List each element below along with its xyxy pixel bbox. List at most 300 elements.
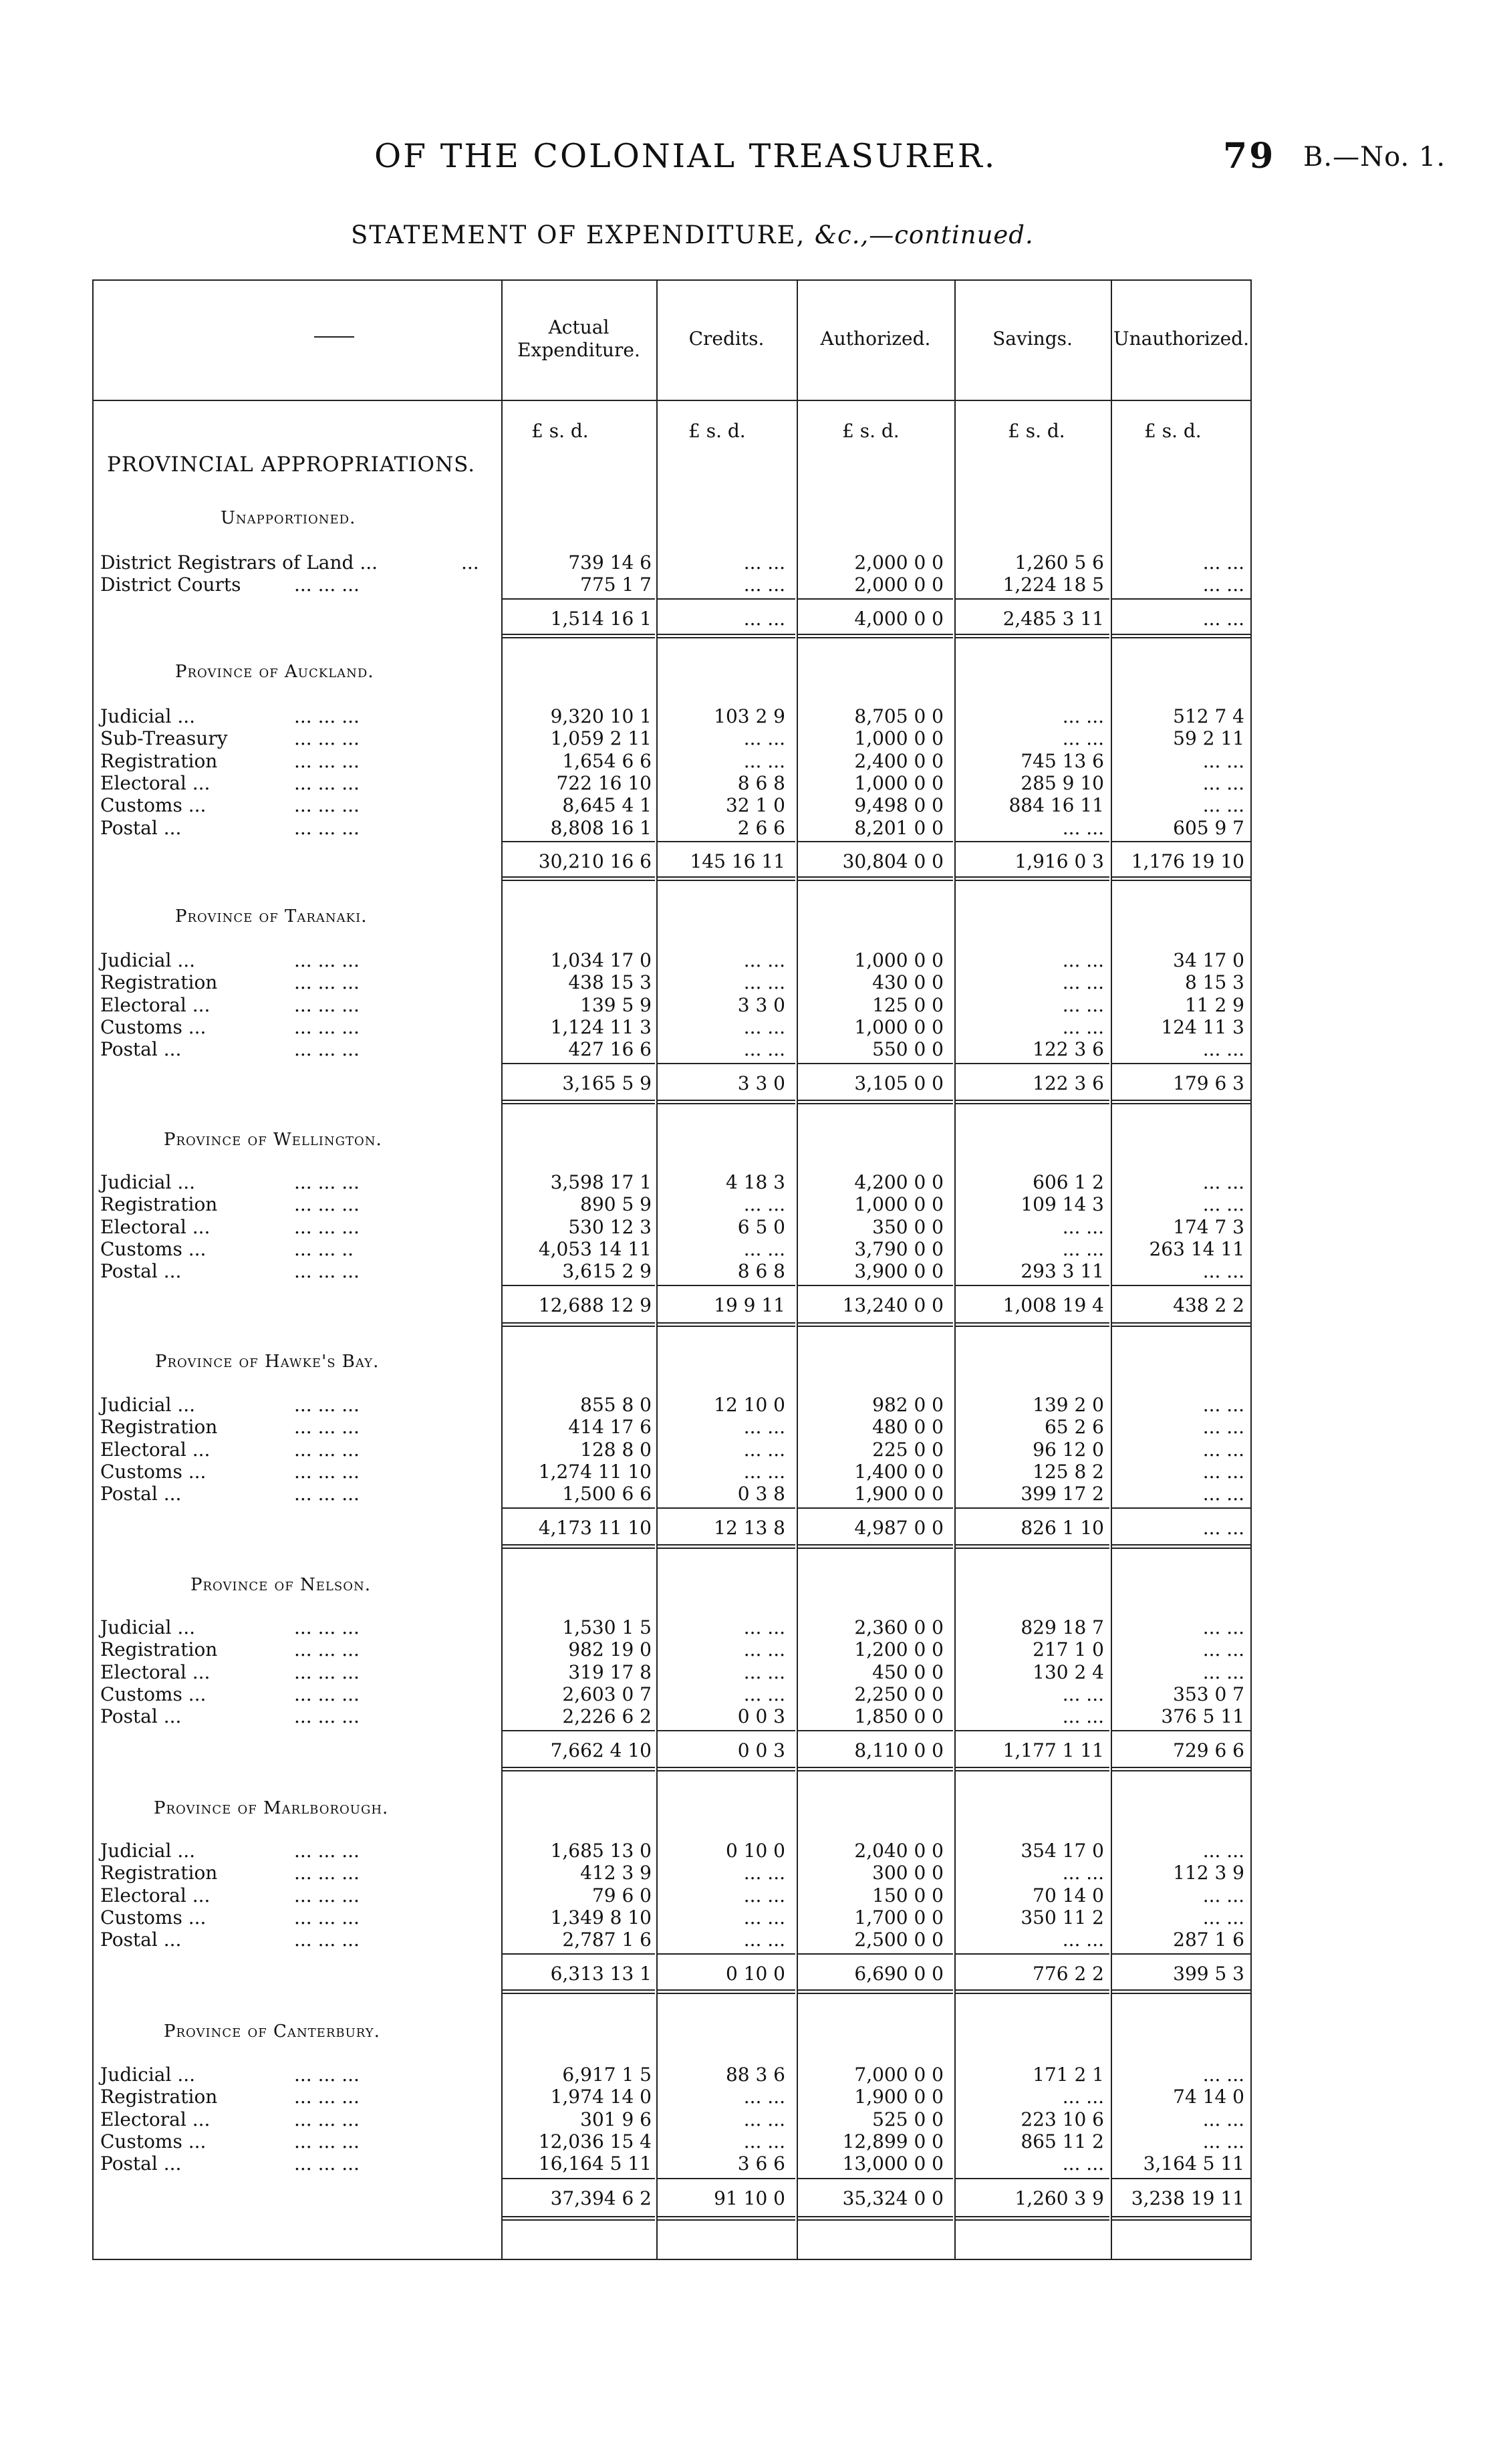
units-unauthorized: £ s. d. — [1144, 420, 1202, 442]
subtotal-rule — [658, 1285, 795, 1286]
cell-credits: ... ... — [743, 1438, 785, 1461]
cell-authorized: 8,705 0 0 — [854, 705, 944, 727]
subtotal-rule — [658, 1730, 795, 1731]
subtotal-rule — [658, 1507, 795, 1509]
cell-actual: 775 1 7 — [580, 574, 652, 596]
cell-savings: 96 12 0 — [1033, 1438, 1104, 1461]
statement-subtitle — [351, 221, 1034, 249]
section-double-rule — [1112, 634, 1250, 638]
cell-actual: 1,034 17 0 — [550, 949, 652, 971]
cell-actual: 1,059 2 11 — [550, 727, 652, 750]
total-credits: 145 16 11 — [690, 850, 785, 872]
col-header-actual: Actual Expenditure. — [517, 316, 640, 361]
row-label: Electoral ... — [100, 1660, 211, 1683]
row-label: Customs ... — [100, 1683, 207, 1705]
cell-actual: 414 17 6 — [568, 1416, 652, 1439]
cell-credits: 3 3 0 — [737, 993, 785, 1016]
cell-authorized: 2,400 0 0 — [854, 749, 944, 772]
row-leader-dots: ... ... ... — [294, 1683, 360, 1705]
row-leader-dots: ... ... ... — [294, 1483, 360, 1505]
section-double-rule — [503, 1322, 655, 1327]
row-leader-dots: ... ... ... — [294, 971, 360, 994]
section-double-rule — [956, 1100, 1109, 1104]
row-label: Electoral ... — [100, 771, 211, 794]
row-label: Judicial ... — [100, 705, 196, 727]
section-double-rule — [1112, 1989, 1250, 1994]
cell-credits: 8 6 8 — [737, 1260, 785, 1283]
row-leader-dots: ... ... ... — [294, 2064, 360, 2086]
column-divider — [656, 281, 658, 2259]
subtotal-rule — [956, 598, 1109, 600]
subtotal-rule — [956, 1507, 1109, 1509]
section-double-rule — [658, 876, 795, 881]
cell-unauthorized: 3,164 5 11 — [1143, 2152, 1244, 2175]
cell-authorized: 3,790 0 0 — [854, 1237, 944, 1260]
total-actual: 12,688 12 9 — [538, 1294, 652, 1316]
row-leader-dots: ... ... ... — [294, 749, 360, 772]
cell-credits: ... ... — [743, 1683, 785, 1705]
cell-unauthorized: ... ... — [1202, 1460, 1244, 1483]
cell-unauthorized: ... ... — [1202, 574, 1244, 596]
cell-credits: ... ... — [743, 1237, 785, 1260]
cell-authorized: 1,200 0 0 — [854, 1638, 944, 1661]
cell-unauthorized: 11 2 9 — [1184, 993, 1244, 1016]
subtotal-rule — [798, 1507, 953, 1509]
cell-unauthorized: 512 7 4 — [1173, 705, 1244, 727]
subtotal-rule — [1112, 841, 1250, 842]
row-leader-dots: ... ... ... — [294, 1038, 360, 1061]
cell-unauthorized: ... ... — [1202, 551, 1244, 574]
cell-unauthorized: ... ... — [1202, 2064, 1244, 2086]
section-double-rule — [1112, 1100, 1250, 1104]
cell-authorized: 1,000 0 0 — [854, 771, 944, 794]
cell-unauthorized: ... ... — [1202, 794, 1244, 817]
subtotal-rule — [658, 2178, 795, 2179]
row-label: Postal ... — [100, 1929, 182, 1951]
cell-authorized: 2,360 0 0 — [854, 1616, 944, 1638]
cell-savings: ... ... — [1062, 727, 1104, 750]
subtotal-rule — [956, 1730, 1109, 1731]
subtotal-rule — [503, 1063, 655, 1064]
cell-savings: 139 2 0 — [1033, 1394, 1104, 1416]
subtotal-rule — [503, 1953, 655, 1955]
section-double-rule — [798, 634, 953, 638]
cell-credits: 12 10 0 — [714, 1394, 785, 1416]
row-leader-dots: ... ... ... — [294, 705, 360, 727]
cell-authorized: 12,899 0 0 — [842, 2130, 944, 2152]
cell-credits: ... ... — [743, 949, 785, 971]
main-section-title: PROVINCIAL APPROPRIATIONS. — [107, 453, 476, 477]
section-double-rule — [798, 1100, 953, 1104]
cell-authorized: 1,000 0 0 — [854, 949, 944, 971]
cell-savings: 350 11 2 — [1021, 1906, 1104, 1929]
cell-unauthorized: ... ... — [1202, 1416, 1244, 1439]
row-label: Electoral ... — [100, 1884, 211, 1906]
subtitle-continued: &c.,—continued. — [815, 221, 1034, 249]
total-unauthorized: 1,176 19 10 — [1131, 850, 1244, 872]
total-actual: 7,662 4 10 — [550, 1739, 652, 1761]
cell-actual: 1,274 11 10 — [538, 1460, 652, 1483]
row-leader-dots: ... ... ... — [294, 2152, 360, 2175]
cell-savings: ... ... — [1062, 949, 1104, 971]
total-credits: 0 10 0 — [725, 1963, 785, 1985]
cell-unauthorized: ... ... — [1202, 1906, 1244, 1929]
total-unauthorized: 438 2 2 — [1173, 1294, 1244, 1316]
section-double-rule — [956, 1322, 1109, 1327]
cell-unauthorized: ... ... — [1202, 749, 1244, 772]
cell-actual: 438 15 3 — [568, 971, 652, 994]
row-label: Customs ... — [100, 1237, 207, 1260]
cell-unauthorized: ... ... — [1202, 1038, 1244, 1061]
total-savings: 826 1 10 — [1021, 1517, 1104, 1539]
row-label: Customs ... — [100, 1460, 207, 1483]
section-double-rule — [956, 2216, 1109, 2221]
row-label: Judicial ... — [100, 2064, 196, 2086]
section-title: Province of Canterbury. — [164, 2021, 380, 2042]
total-actual: 3,165 5 9 — [562, 1072, 652, 1094]
section-double-rule — [658, 1544, 795, 1549]
row-leader-dots: ... ... ... — [294, 1171, 360, 1193]
subtotal-rule — [1112, 1507, 1250, 1509]
cell-unauthorized: 605 9 7 — [1173, 816, 1244, 839]
section-double-rule — [956, 876, 1109, 881]
row-leader-dots: ... ... ... — [294, 1438, 360, 1461]
cell-authorized: 2,500 0 0 — [854, 1929, 944, 1951]
subtotal-rule — [956, 1953, 1109, 1955]
section-double-rule — [798, 1322, 953, 1327]
subtotal-rule — [503, 598, 655, 600]
cell-authorized: 1,000 0 0 — [854, 727, 944, 750]
cell-savings: ... ... — [1062, 971, 1104, 994]
subtotal-rule — [956, 2178, 1109, 2179]
cell-unauthorized: ... ... — [1202, 1171, 1244, 1193]
cell-authorized: 1,900 0 0 — [854, 1483, 944, 1505]
cell-savings: ... ... — [1062, 1683, 1104, 1705]
cell-savings: ... ... — [1062, 1237, 1104, 1260]
cell-authorized: 300 0 0 — [872, 1862, 944, 1884]
section-double-rule — [503, 1100, 655, 1104]
cell-authorized: 525 0 0 — [872, 2108, 944, 2130]
cell-authorized: 225 0 0 — [872, 1438, 944, 1461]
cell-savings: 65 2 6 — [1044, 1416, 1104, 1439]
row-leader-dots: ... ... ... — [294, 1460, 360, 1483]
section-double-rule — [1112, 1767, 1250, 1771]
cell-unauthorized: 287 1 6 — [1173, 1929, 1244, 1951]
cell-savings: ... ... — [1062, 2086, 1104, 2108]
cell-authorized: 350 0 0 — [872, 1215, 944, 1238]
section-double-rule — [798, 2216, 953, 2221]
section-double-rule — [658, 1767, 795, 1771]
cell-savings: 829 18 7 — [1021, 1616, 1104, 1638]
cell-authorized: 1,400 0 0 — [854, 1460, 944, 1483]
row-leader-dots: ... ... ... — [294, 1638, 360, 1661]
cell-actual: 16,164 5 11 — [538, 2152, 652, 2175]
row-leader-dots: ... ... ... — [294, 1015, 360, 1038]
cell-credits: ... ... — [743, 2130, 785, 2152]
cell-authorized: 550 0 0 — [872, 1038, 944, 1061]
cell-actual: 12,036 15 4 — [538, 2130, 652, 2152]
cell-savings: ... ... — [1062, 1705, 1104, 1728]
cell-savings: 865 11 2 — [1021, 2130, 1104, 2152]
cell-unauthorized: 34 17 0 — [1173, 949, 1244, 971]
cell-savings: ... ... — [1062, 1862, 1104, 1884]
cell-savings: 171 2 1 — [1033, 2064, 1104, 2086]
total-credits: 19 9 11 — [714, 1294, 785, 1316]
cell-actual: 319 17 8 — [568, 1660, 652, 1683]
cell-savings: ... ... — [1062, 1929, 1104, 1951]
subtotal-rule — [1112, 1285, 1250, 1286]
cell-authorized: 4,200 0 0 — [854, 1171, 944, 1193]
total-authorized: 13,240 0 0 — [842, 1294, 944, 1316]
subtotal-rule — [1112, 1953, 1250, 1955]
row-label: Customs ... — [100, 1906, 207, 1929]
cell-unauthorized: ... ... — [1202, 1884, 1244, 1906]
cell-actual: 8,808 16 1 — [550, 816, 652, 839]
section-title: Province of Marlborough. — [154, 1798, 389, 1818]
row-label: Registration — [100, 1193, 218, 1216]
cell-credits: ... ... — [743, 1193, 785, 1216]
cell-authorized: 125 0 0 — [872, 993, 944, 1016]
row-label: Customs ... — [100, 794, 207, 817]
row-label: Postal ... — [100, 1705, 182, 1728]
cell-credits: 4 18 3 — [725, 1171, 785, 1193]
cell-savings: ... ... — [1062, 2152, 1104, 2175]
row-leader-dots: ... ... ... — [294, 1906, 360, 1929]
row-label: District Registrars of Land ... — [100, 551, 378, 574]
total-actual: 4,173 11 10 — [538, 1517, 652, 1539]
cell-credits: ... ... — [743, 1638, 785, 1661]
total-savings: 2,485 3 11 — [1002, 608, 1104, 630]
row-leader-dots: ... ... ... — [294, 1215, 360, 1238]
total-savings: 122 3 6 — [1033, 1072, 1104, 1094]
section-title: Province of Taranaki. — [175, 906, 368, 927]
row-label: Postal ... — [100, 1483, 182, 1505]
cell-unauthorized: ... ... — [1202, 1438, 1244, 1461]
cell-actual: 855 8 0 — [580, 1394, 652, 1416]
row-label: Judicial ... — [100, 949, 196, 971]
cell-credits: 103 2 9 — [714, 705, 785, 727]
section-double-rule — [798, 1989, 953, 1994]
row-leader-dots: ... ... ... — [294, 949, 360, 971]
row-leader-dots: ... ... ... — [294, 1660, 360, 1683]
cell-actual: 1,349 8 10 — [550, 1906, 652, 1929]
cell-actual: 890 5 9 — [580, 1193, 652, 1216]
section-double-rule — [1112, 1544, 1250, 1549]
cell-authorized: 9,498 0 0 — [854, 794, 944, 817]
cell-actual: 530 12 3 — [568, 1215, 652, 1238]
section-double-rule — [658, 1989, 795, 1994]
cell-credits: ... ... — [743, 727, 785, 750]
cell-actual: 6,917 1 5 — [562, 2064, 652, 2086]
cell-actual: 1,685 13 0 — [550, 1840, 652, 1862]
cell-unauthorized: ... ... — [1202, 1193, 1244, 1216]
row-leader-dots: ... ... ... — [294, 2086, 360, 2108]
row-leader-dots: ... ... ... — [294, 794, 360, 817]
total-credits: 91 10 0 — [714, 2187, 785, 2209]
cell-authorized: 7,000 0 0 — [854, 2064, 944, 2086]
cell-savings: 293 3 11 — [1021, 1260, 1104, 1283]
total-savings: 1,260 3 9 — [1015, 2187, 1104, 2209]
row-label: Postal ... — [100, 1260, 182, 1283]
subtotal-rule — [658, 1063, 795, 1064]
cell-authorized: 150 0 0 — [872, 1884, 944, 1906]
cell-authorized: 2,040 0 0 — [854, 1840, 944, 1862]
cell-credits: ... ... — [743, 749, 785, 772]
section-title: Province of Hawke's Bay. — [155, 1352, 380, 1372]
cell-authorized: 13,000 0 0 — [842, 2152, 944, 2175]
total-savings: 776 2 2 — [1033, 1963, 1104, 1985]
cell-unauthorized: ... ... — [1202, 1840, 1244, 1862]
cell-unauthorized: ... ... — [1202, 1483, 1244, 1505]
row-leader-dots: ... ... ... — [294, 574, 360, 596]
subtotal-rule — [503, 1507, 655, 1509]
cell-authorized: 3,900 0 0 — [854, 1260, 944, 1283]
subtotal-rule — [956, 1285, 1109, 1286]
total-credits: 0 0 3 — [737, 1739, 785, 1761]
row-label: Registration — [100, 1638, 218, 1661]
subtotal-rule — [956, 841, 1109, 842]
cell-actual: 128 8 0 — [580, 1438, 652, 1461]
section-double-rule — [503, 1767, 655, 1771]
cell-actual: 3,615 2 9 — [562, 1260, 652, 1283]
row-leader-dots: ... ... ... — [294, 1193, 360, 1216]
document-reference: B.—No. 1. — [1303, 142, 1446, 172]
cell-actual: 4,053 14 11 — [538, 1237, 652, 1260]
cell-savings: 70 14 0 — [1033, 1884, 1104, 1906]
subtotal-rule — [798, 2178, 953, 2179]
row-label: Registration — [100, 1416, 218, 1439]
cell-actual: 2,787 1 6 — [562, 1929, 652, 1951]
subtotal-rule — [658, 1953, 795, 1955]
cell-credits: ... ... — [743, 971, 785, 994]
cell-credits: 0 0 3 — [737, 1705, 785, 1728]
row-leader-dots: ... ... ... — [294, 771, 360, 794]
cell-savings: 130 2 4 — [1033, 1660, 1104, 1683]
cell-unauthorized: 74 14 0 — [1173, 2086, 1244, 2108]
total-authorized: 6,690 0 0 — [854, 1963, 944, 1985]
cell-credits: 3 6 6 — [737, 2152, 785, 2175]
total-credits: 12 13 8 — [714, 1517, 785, 1539]
row-label: Electoral ... — [100, 2108, 211, 2130]
cell-credits: ... ... — [743, 551, 785, 574]
cell-unauthorized: ... ... — [1202, 771, 1244, 794]
row-label: Registration — [100, 2086, 218, 2108]
total-credits: ... ... — [743, 608, 785, 630]
cell-savings: ... ... — [1062, 1015, 1104, 1038]
row-label: Postal ... — [100, 2152, 182, 2175]
total-authorized: 30,804 0 0 — [842, 850, 944, 872]
subtotal-rule — [503, 1730, 655, 1731]
subtotal-rule — [1112, 1063, 1250, 1064]
col-header-savings: Savings. — [992, 328, 1073, 350]
section-title: Province of Nelson. — [190, 1575, 371, 1595]
cell-credits: 0 3 8 — [737, 1483, 785, 1505]
cell-credits: ... ... — [743, 574, 785, 596]
section-double-rule — [956, 634, 1109, 638]
section-double-rule — [1112, 2216, 1250, 2221]
cell-unauthorized: ... ... — [1202, 1638, 1244, 1661]
cell-savings: 606 1 2 — [1033, 1171, 1104, 1193]
row-label: Registration — [100, 749, 218, 772]
cell-credits: 8 6 8 — [737, 771, 785, 794]
cell-actual: 412 3 9 — [580, 1862, 652, 1884]
row-label: Registration — [100, 1862, 218, 1884]
cell-credits: ... ... — [743, 1038, 785, 1061]
cell-savings: ... ... — [1062, 993, 1104, 1016]
row-label: Judicial ... — [100, 1394, 196, 1416]
col-header-authorized: Authorized. — [820, 328, 931, 350]
section-title: Province of Wellington. — [164, 1130, 382, 1150]
section-double-rule — [956, 1989, 1109, 1994]
cell-authorized: 8,201 0 0 — [854, 816, 944, 839]
cell-authorized: 1,000 0 0 — [854, 1015, 944, 1038]
total-unauthorized: ... ... — [1202, 1517, 1244, 1539]
cell-actual: 9,320 10 1 — [550, 705, 652, 727]
total-authorized: 4,000 0 0 — [854, 608, 944, 630]
cell-credits: ... ... — [743, 1460, 785, 1483]
cell-unauthorized: ... ... — [1202, 2130, 1244, 2152]
cell-unauthorized: ... ... — [1202, 1616, 1244, 1638]
subtotal-rule — [798, 1063, 953, 1064]
section-double-rule — [503, 876, 655, 881]
cell-credits: 88 3 6 — [725, 2064, 785, 2086]
row-leader-dots: ... ... ... — [294, 816, 360, 839]
row-leader-dots: ... — [461, 551, 479, 574]
section-double-rule — [658, 1322, 795, 1327]
cell-actual: 139 5 9 — [580, 993, 652, 1016]
section-double-rule — [798, 1767, 953, 1771]
cell-credits: 2 6 6 — [737, 816, 785, 839]
section-double-rule — [798, 1544, 953, 1549]
cell-unauthorized: ... ... — [1202, 1260, 1244, 1283]
cell-unauthorized: ... ... — [1202, 2108, 1244, 2130]
cell-credits: ... ... — [743, 2086, 785, 2108]
column-divider — [797, 281, 798, 2259]
cell-savings: 1,224 18 5 — [1002, 574, 1104, 596]
cell-credits: ... ... — [743, 1015, 785, 1038]
row-label: Postal ... — [100, 1038, 182, 1061]
cell-unauthorized: 8 15 3 — [1184, 971, 1244, 994]
section-double-rule — [658, 2216, 795, 2221]
cell-savings: 109 14 3 — [1021, 1193, 1104, 1216]
total-actual: 6,313 13 1 — [550, 1963, 652, 1985]
section-title: Province of Auckland. — [175, 662, 374, 682]
row-label: Customs ... — [100, 2130, 207, 2152]
row-label: Judicial ... — [100, 1171, 196, 1193]
section-double-rule — [658, 1100, 795, 1104]
cell-savings: 745 13 6 — [1021, 749, 1104, 772]
row-label: Registration — [100, 971, 218, 994]
section-title: Unapportioned. — [221, 508, 356, 528]
total-unauthorized: 3,238 19 11 — [1131, 2187, 1244, 2209]
total-savings: 1,916 0 3 — [1015, 850, 1104, 872]
subtotal-rule — [658, 598, 795, 600]
cell-actual: 1,654 6 6 — [562, 749, 652, 772]
row-leader-dots: ... ... .. — [294, 1237, 354, 1260]
cell-authorized: 1,700 0 0 — [854, 1906, 944, 1929]
section-double-rule — [658, 634, 795, 638]
row-label: District Courts — [100, 574, 241, 596]
row-label: Customs ... — [100, 1015, 207, 1038]
subtotal-rule — [798, 1285, 953, 1286]
cell-actual: 739 14 6 — [568, 551, 652, 574]
subtotal-rule — [503, 1285, 655, 1286]
section-double-rule — [1112, 876, 1250, 881]
total-unauthorized: ... ... — [1202, 608, 1244, 630]
cell-credits: ... ... — [743, 1884, 785, 1906]
subtotal-rule — [1112, 2178, 1250, 2179]
subtotal-rule — [798, 1730, 953, 1731]
